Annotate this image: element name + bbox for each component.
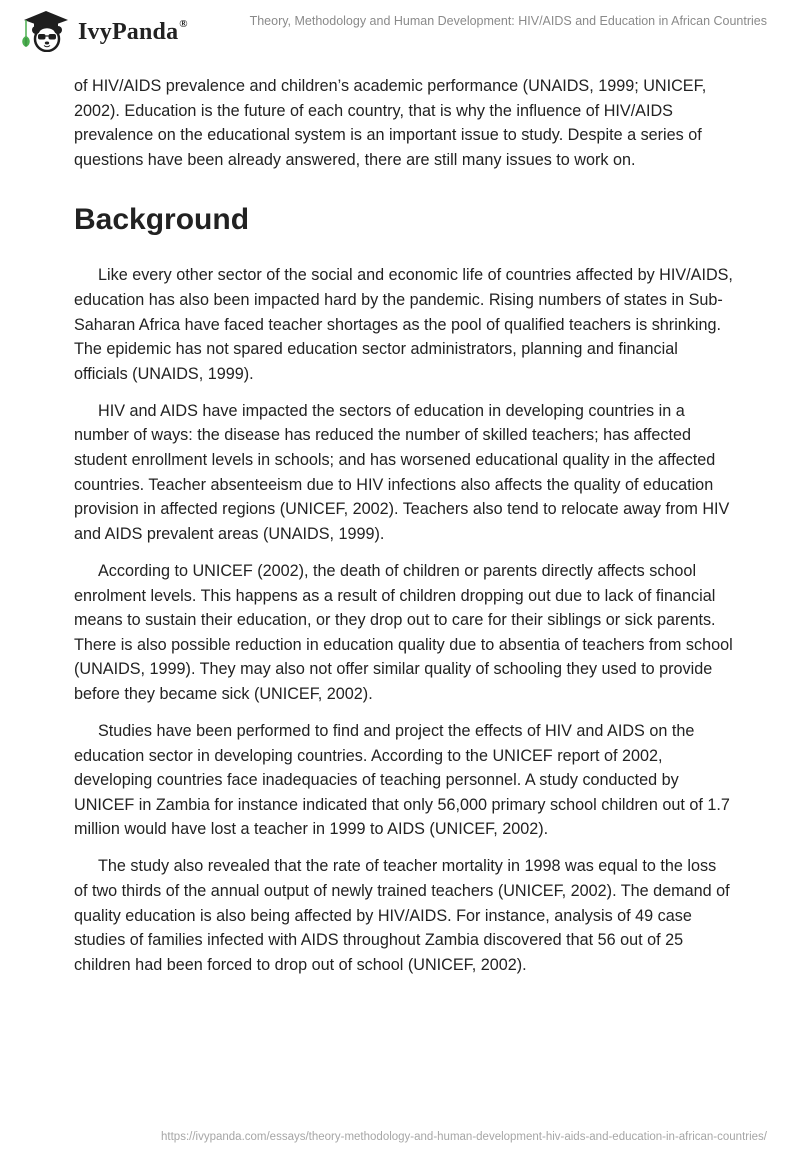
intro-paragraph: of HIV/AIDS prevalence and children’s academic performance (UNAIDS, 1999; UNICEF, 2002). Education is the future of each country, that is why the influence of HIV/AIDS prevalence on the educational system is an important issue to study. Despite a series of questions have been already answered, there are still many issues to work on.: [74, 77, 707, 169]
brand-name-text: IvyPanda: [78, 18, 179, 45]
body-paragraph: HIV and AIDS have impacted the sectors of education in developing countries in a number of ways: the disease has reduced the number of skilled teachers; has affected student enrollment levels in schools; and has worsened educational quality in the affected countries. Teacher absenteeism due to HIV infections also affects the quality of education provision in affected regions (UNICEF, 2002). Teachers also tend to relocate away from HIV and AIDS prevalent areas (UNAIDS, 1999).: [74, 401, 730, 543]
page-header: [0, 0, 800, 60]
section-heading-background: Background: [74, 203, 250, 237]
body-paragraph: The study also revealed that the rate of teacher mortality in 1998 was equal to the loss of two thirds of the annual output of newly trained teachers (UNICEF, 2002). The demand of quality education is also being affected by HIV/AIDS. For instance, analysis of 49 case studies of families infected with AIDS throughout Zambia discovered that 56 out of 25 children had been forced to drop out of school (UNICEF, 2002).: [74, 857, 730, 974]
panda-graduate-icon: [16, 8, 72, 52]
document-title: Theory, Methodology and Human Development: HIV/AIDS and Education in African Countries: [249, 14, 767, 28]
brand-name: [78, 19, 188, 46]
body-paragraph: Studies have been performed to find and project the effects of HIV and AIDS on the education sector in developing countries. According to the UNICEF report of 2002, developing countries face inadequacies of teaching personnel. A study conducted by UNICEF in Zambia for instance indicated that only 56,000 primary school children out of 1.7 million would have lost a teacher in 1999 to AIDS (UNICEF, 2002).: [74, 721, 730, 839]
article-body: [74, 74, 734, 977]
source-url-link[interactable]: https://ivypanda.com/essays/theory-methodology-and-human-development-hiv-aids-and-education-in-african-countries/: [161, 1131, 767, 1143]
ivypanda-logo[interactable]: [16, 8, 188, 52]
body-paragraph: According to UNICEF (2002), the death of children or parents directly affects school enrolment levels. This happens as a result of children dropping out due to lack of financial means to sustain their education, or they drop out to care for their siblings or sick parents. There is also possible reduction in education quality due to absentia of teachers from school (UNAIDS, 1999). They may also not offer similar quality of schooling they used to provide before they became sick (UNICEF, 2002).: [74, 561, 733, 703]
registered-mark: ®: [179, 17, 188, 30]
body-paragraph: Like every other sector of the social and economic life of countries affected by HIV/AIDS, education has also been impacted hard by the pandemic. Rising numbers of states in Sub-Saharan Africa have faced teacher shortages as the pool of qualified teachers is shrinking. The epidemic has not spared education sector administrators, planning and financial officials (UNAIDS, 1999).: [74, 266, 733, 383]
